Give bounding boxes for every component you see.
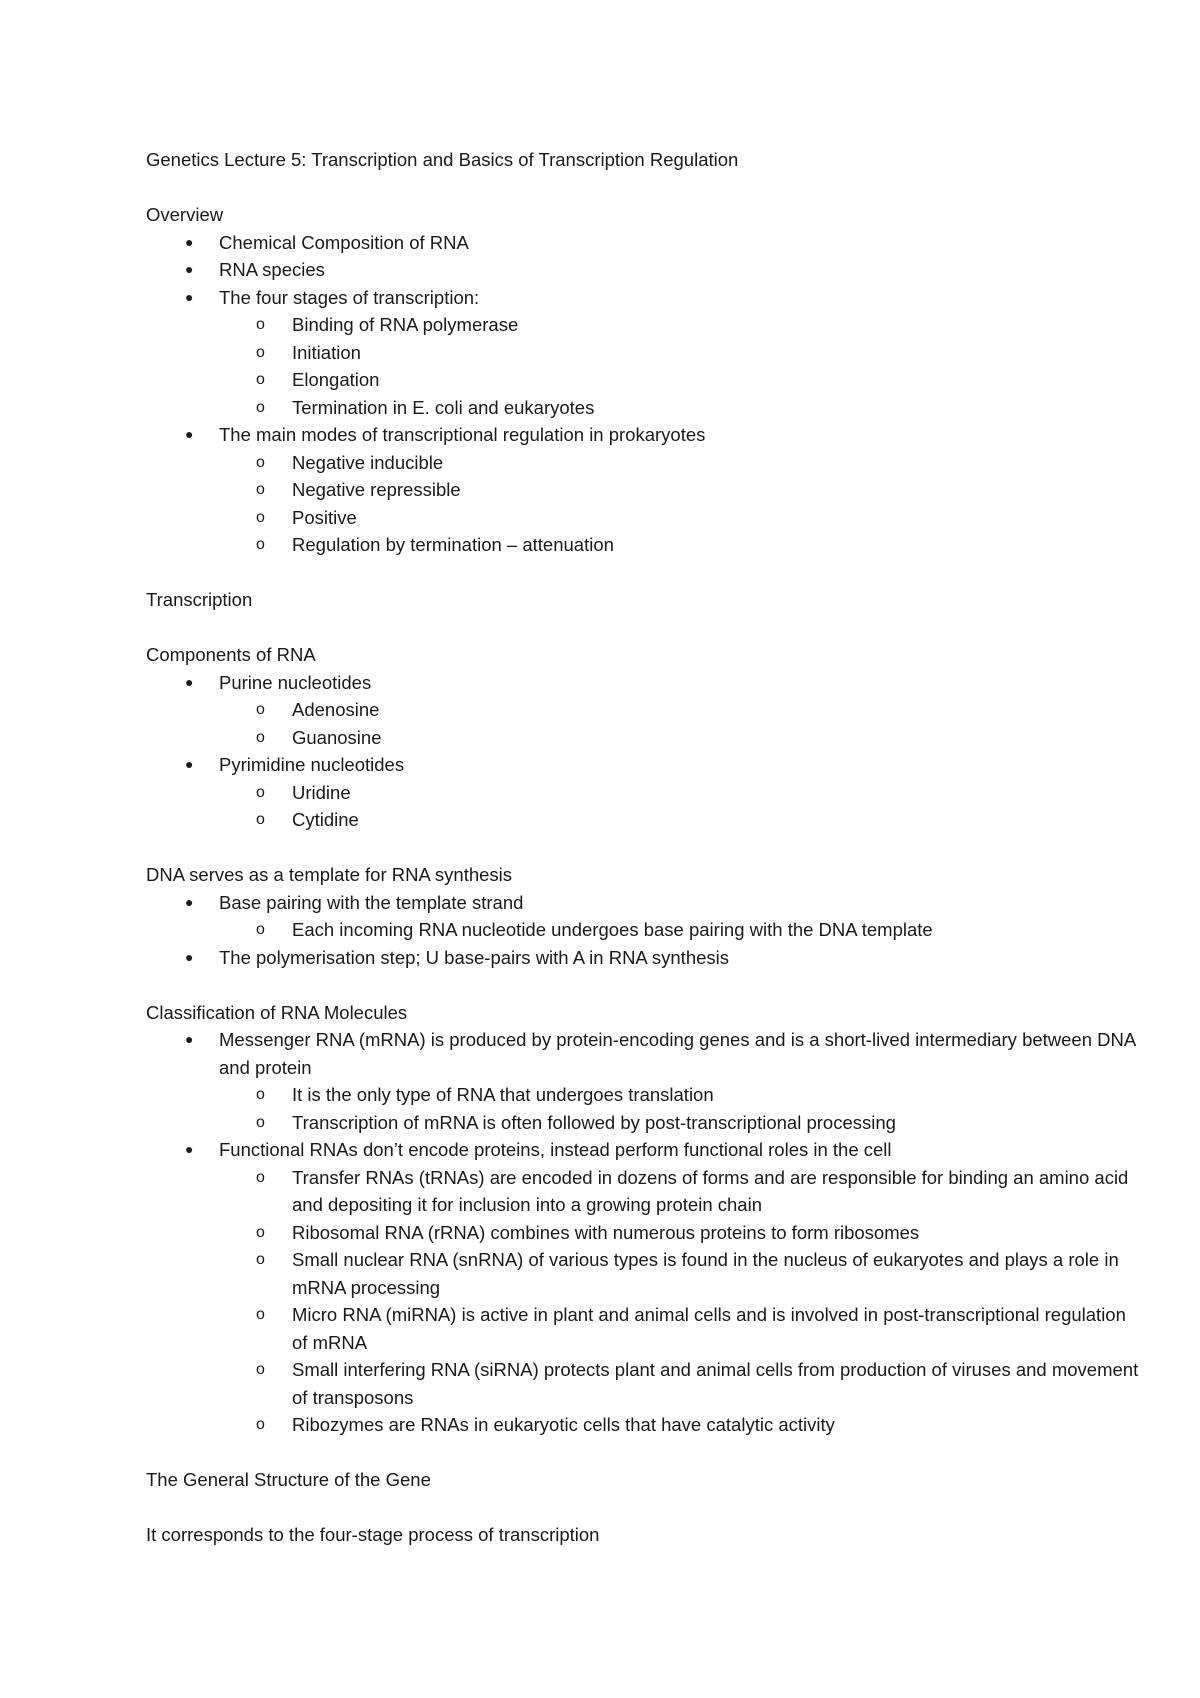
bullet-dot-icon: ● [185, 1031, 194, 1047]
template-heading: DNA serves as a template for RNA synthesis [146, 864, 513, 885]
bullet-circle-icon: o [256, 316, 265, 333]
sub-list-item: o Adenosine [146, 696, 1146, 724]
sub-list-item: o Ribosomal RNA (rRNA) combines with numerous proteins to form ribosomes [146, 1219, 1146, 1247]
sub-list-item: o Negative inducible [146, 449, 1146, 477]
transcription-heading: Transcription [146, 589, 253, 610]
list-item: ● Pyrimidine nucleotides [146, 751, 1146, 779]
sub-list-item: o Ribozymes are RNAs in eukaryotic cells that have catalytic activity [146, 1411, 1146, 1439]
blank-line [146, 1439, 1146, 1467]
bullet-circle-icon: o [256, 536, 265, 553]
bullet-circle-icon: o [256, 1306, 265, 1323]
sub-list-item: o Regulation by termination – attenuation [146, 531, 1146, 559]
bullet-dot-icon: ● [185, 261, 194, 277]
sub-list-item: o Cytidine [146, 806, 1146, 834]
bullet-circle-icon: o [256, 1361, 265, 1378]
sub-list-item: o Uridine [146, 779, 1146, 807]
bullet-circle-icon: o [256, 1168, 265, 1186]
sub-list-item: o Guanosine [146, 724, 1146, 752]
bullet-circle-icon: o [256, 343, 265, 361]
bullet-circle-icon: o [256, 728, 265, 746]
bullet-circle-icon: o [256, 1416, 265, 1433]
bullet-circle-icon: o [256, 811, 265, 828]
bullet-dot-icon: ● [185, 1141, 194, 1157]
bullet-circle-icon: o [256, 508, 265, 526]
components-heading: Components of RNA [146, 644, 316, 665]
bullet-circle-icon: o [256, 453, 265, 471]
bullet-dot-icon: ● [185, 893, 194, 910]
bullet-dot-icon: ● [185, 233, 194, 250]
sub-list-item: o Transfer RNAs (tRNAs) are encoded in dozens of forms and are responsible for binding an amino acid and depositing it for inclusion into a growing protein chain [146, 1164, 1146, 1219]
blank-line [146, 1494, 1146, 1522]
list-item: ● Purine nucleotides [146, 669, 1146, 697]
sub-list-item: o Transcription of mRNA is often followed by post-transcriptional processing [146, 1109, 1146, 1137]
bullet-circle-icon: o [256, 1086, 265, 1103]
sub-list-item: o Binding of RNA polymerase [146, 311, 1146, 339]
bullet-dot-icon: ● [185, 756, 194, 772]
list-item: ● Base pairing with the template strand [146, 889, 1146, 917]
list-item: ● Functional RNAs don’t encode proteins, instead perform functional roles in the cell [146, 1136, 1146, 1164]
bullet-circle-icon: o [256, 1251, 265, 1268]
blank-line [146, 614, 1146, 642]
bullet-circle-icon: o [256, 1223, 265, 1241]
page-title: Genetics Lecture 5: Transcription and Basics of Transcription Regulation [146, 149, 739, 170]
bullet-circle-icon: o [256, 1113, 265, 1131]
bullet-circle-icon: o [256, 398, 265, 416]
sub-list-item: o Small interfering RNA (siRNA) protects plant and animal cells from production of viruses and movement of transposons [146, 1356, 1146, 1411]
bullet-circle-icon: o [256, 921, 265, 938]
sub-list-item: o Each incoming RNA nucleotide undergoes base pairing with the DNA template [146, 916, 1146, 944]
bullet-dot-icon: ● [185, 426, 194, 442]
closing-paragraph: It corresponds to the four-stage process of transcription [146, 1524, 600, 1545]
bullet-dot-icon: ● [185, 673, 194, 690]
bullet-circle-icon: o [256, 371, 265, 388]
sub-list-item: o Termination in E. coli and eukaryotes [146, 394, 1146, 422]
sub-list-item: o Elongation [146, 366, 1146, 394]
sub-list-item: o Micro RNA (miRNA) is active in plant and animal cells and is involved in post-transcriptional regulation of mRNA [146, 1301, 1146, 1356]
blank-line [146, 559, 1146, 587]
list-item: ● The polymerisation step; U base-pairs with A in RNA synthesis [146, 944, 1146, 972]
sub-list-item: o Negative repressible [146, 476, 1146, 504]
bullet-circle-icon: o [256, 701, 265, 718]
bullet-dot-icon: ● [185, 288, 194, 305]
list-item: ● Chemical Composition of RNA [146, 229, 1146, 257]
list-item: ● The four stages of transcription: [146, 284, 1146, 312]
document-body [146, 146, 1146, 1549]
sub-list-item: o It is the only type of RNA that undergoes translation [146, 1081, 1146, 1109]
sub-list-item: o Initiation [146, 339, 1146, 367]
bullet-dot-icon: ● [185, 948, 194, 965]
gene-structure-heading: The General Structure of the Gene [146, 1469, 431, 1490]
blank-line [146, 174, 1146, 202]
blank-line [146, 971, 1146, 999]
list-item: ● The main modes of transcriptional regulation in prokaryotes [146, 421, 1146, 449]
list-item: ● RNA species [146, 256, 1146, 284]
bullet-circle-icon: o [256, 481, 265, 498]
classification-heading: Classification of RNA Molecules [146, 1001, 408, 1023]
sub-list-item: o Positive [146, 504, 1146, 532]
blank-line [146, 834, 1146, 862]
overview-heading: Overview [146, 204, 224, 225]
list-item: ● Messenger RNA (mRNA) is produced by protein-encoding genes and is a short-lived intermediary between DNA and protein [146, 1026, 1146, 1081]
sub-list-item: o Small nuclear RNA (snRNA) of various types is found in the nucleus of eukaryotes and plays a role in mRNA processing [146, 1246, 1146, 1301]
bullet-circle-icon: o [256, 783, 265, 801]
